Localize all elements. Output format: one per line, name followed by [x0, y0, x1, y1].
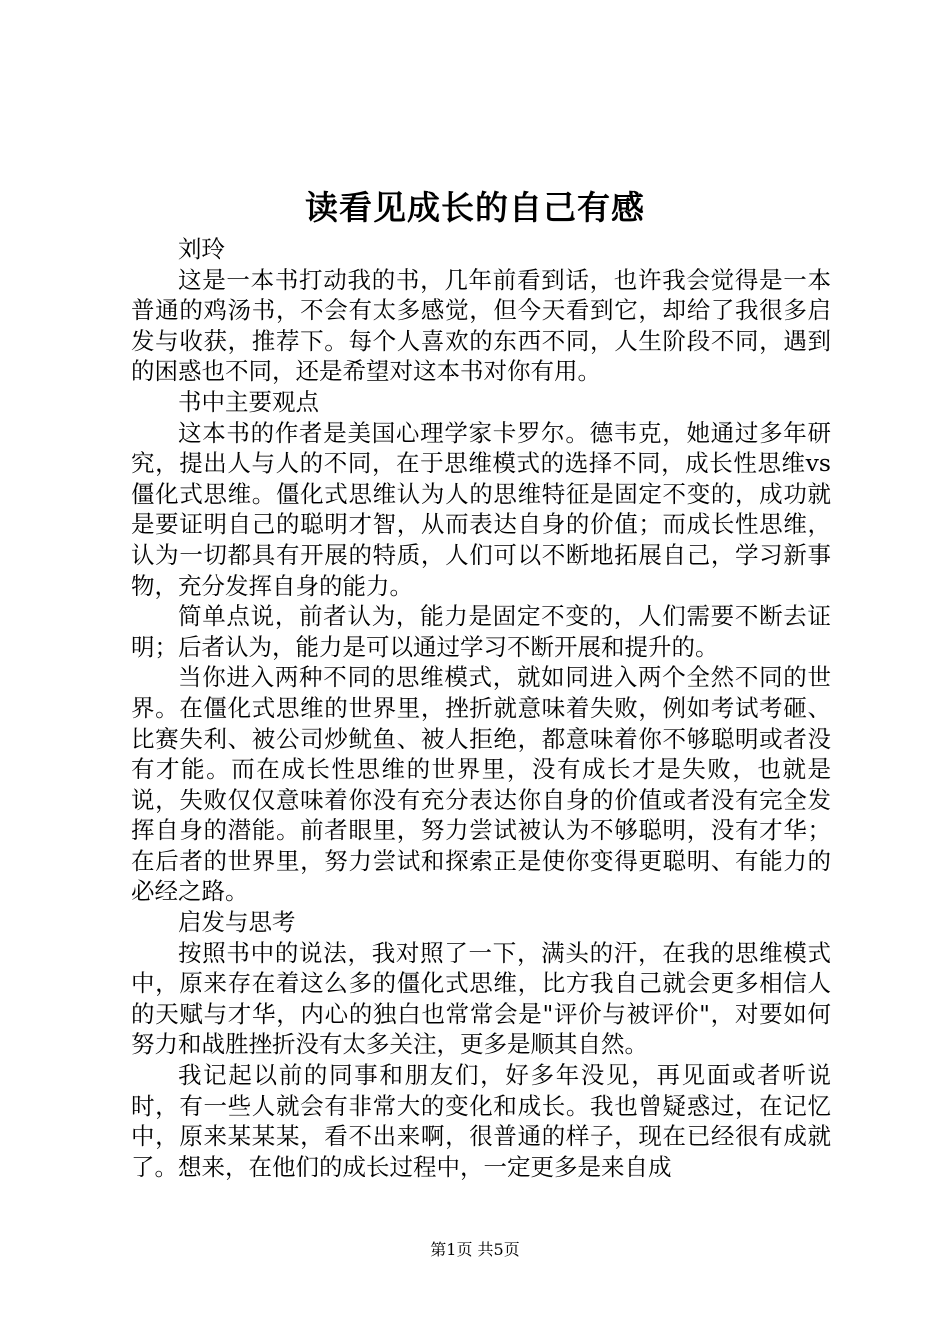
paragraph-main-points: 这本书的作者是美国心理学家卡罗尔。德韦克，她通过多年研究，提出人与人的不同，在于思维模式的选择不同，成长性思维vs僵化式思维。僵化式思维认为人的思维特征是固定不变的，成功就是要证明自己的聪明才智，从而表达自身的价值；而成长性思维，认为一切都具有开展的特质，人们可以不断地拓展自己，学习新事物，充分发挥自身的能力。 — [131, 418, 831, 600]
paragraph-reflection: 按照书中的说法，我对照了一下，满头的汗，在我的思维模式中，原来存在着这么多的僵化式思维，比方我自己就会更多相信人的天赋与才华，内心的独白也常常会是"评价与被评价"，对要如何努力和战胜挫折没有太多关注，更多是顺其自然。 — [131, 938, 831, 1059]
document-body — [131, 234, 831, 1182]
paragraph-two-worlds: 当你进入两种不同的思维模式，就如同进入两个全然不同的世界。在僵化式思维的世界里，挫折就意味着失败，例如考试考砸、比赛失利、被公司炒鱿鱼、被人拒绝，都意味着你不够聪明或者没有才能。而在成长性思维的世界里，没有成长才是失败，也就是说，失败仅仅意味着你没有充分表达你自身的价值或者没有完全发挥自身的潜能。前者眼里，努力尝试被认为不够聪明，没有才华；在后者的世界里，努力尝试和探索正是使你变得更聪明、有能力的必经之路。 — [131, 663, 831, 906]
paragraph-intro: 这是一本书打动我的书，几年前看到话，也许我会觉得是一本普通的鸡汤书，不会有太多感觉，但今天看到它，却给了我很多启发与收获，推荐下。每个人喜欢的东西不同，人生阶段不同，遇到的困惑也不同，还是希望对这本书对你有用。 — [131, 265, 831, 386]
document-title: 读看见成长的自己有感 — [305, 188, 645, 227]
paragraph-summary: 简单点说，前者认为，能力是固定不变的，人们需要不断去证明；后者认为，能力是可以通过学习不断开展和提升的。 — [131, 602, 831, 661]
paragraph-friends: 我记起以前的同事和朋友们，好多年没见，再见面或者听说时，有一些人就会有非常大的变化和成长。我也曾疑惑过，在记忆中，原来某某某，看不出来啊，很普通的样子，现在已经很有成就了。想来，在他们的成长过程中，一定更多是来自成 — [131, 1061, 831, 1181]
section-heading-main-points: 书中主要观点 — [178, 387, 319, 416]
page-footer: 第1页 共5页 — [430, 1240, 520, 1259]
section-heading-reflection: 启发与思考 — [178, 908, 296, 937]
author-line: 刘玲 — [178, 235, 225, 263]
